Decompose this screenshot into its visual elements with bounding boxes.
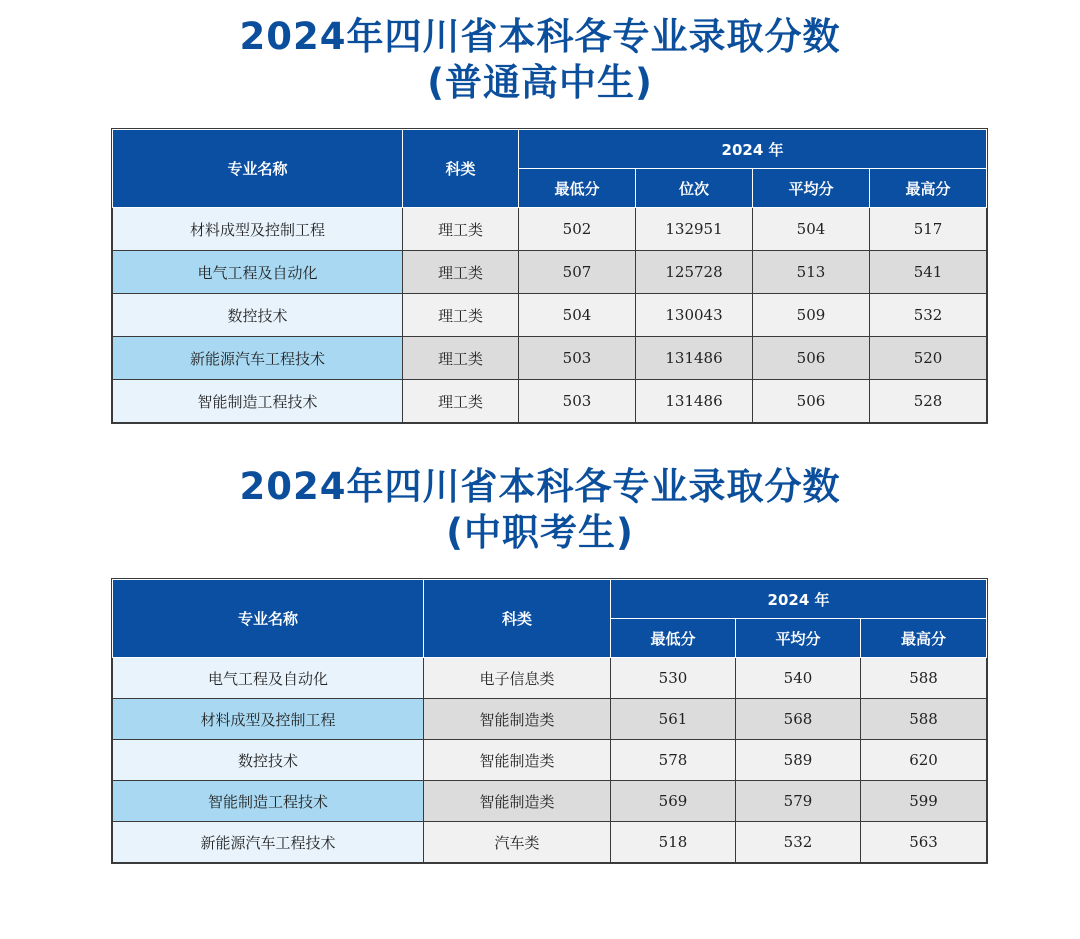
rank-cell: 125728 [636, 251, 753, 294]
min-score-cell: 503 [519, 380, 636, 423]
category-cell: 电子信息类 [424, 658, 611, 699]
header-category: 科类 [424, 580, 611, 658]
major-cell: 智能制造工程技术 [113, 781, 424, 822]
admission-table-general [112, 129, 987, 423]
header-min-score: 最低分 [519, 169, 636, 208]
header-major: 专业名称 [113, 580, 424, 658]
header-min-score: 最低分 [611, 619, 736, 658]
category-cell: 汽车类 [424, 822, 611, 863]
table-row [113, 380, 987, 423]
table-row [113, 658, 987, 699]
table-row [113, 337, 987, 380]
max-score-cell: 588 [861, 658, 987, 699]
max-score-cell: 528 [870, 380, 987, 423]
section1-title [0, 14, 1080, 106]
major-cell: 材料成型及控制工程 [113, 208, 403, 251]
min-score-cell: 518 [611, 822, 736, 863]
min-score-cell: 578 [611, 740, 736, 781]
major-cell: 新能源汽车工程技术 [113, 337, 403, 380]
header-year: 2024 年 [611, 580, 987, 619]
table-row [113, 781, 987, 822]
category-cell: 理工类 [403, 380, 519, 423]
header-max-score: 最高分 [861, 619, 987, 658]
header-max-score: 最高分 [870, 169, 987, 208]
category-cell: 理工类 [403, 294, 519, 337]
min-score-cell: 530 [611, 658, 736, 699]
max-score-cell: 520 [870, 337, 987, 380]
rank-cell: 132951 [636, 208, 753, 251]
avg-score-cell: 506 [753, 337, 870, 380]
category-cell: 理工类 [403, 251, 519, 294]
section1-title-line2: (普通高中生) [427, 61, 653, 104]
max-score-cell: 620 [861, 740, 987, 781]
avg-score-cell: 513 [753, 251, 870, 294]
header-avg-score: 平均分 [753, 169, 870, 208]
admission-table-vocational [112, 579, 987, 863]
table-row [113, 251, 987, 294]
avg-score-cell: 504 [753, 208, 870, 251]
table-row [113, 822, 987, 863]
max-score-cell: 517 [870, 208, 987, 251]
min-score-cell: 502 [519, 208, 636, 251]
category-cell: 智能制造类 [424, 740, 611, 781]
table-row [113, 740, 987, 781]
category-cell: 理工类 [403, 208, 519, 251]
category-cell: 智能制造类 [424, 699, 611, 740]
avg-score-cell: 532 [736, 822, 861, 863]
header-avg-score: 平均分 [736, 619, 861, 658]
table-row [113, 699, 987, 740]
min-score-cell: 561 [611, 699, 736, 740]
min-score-cell: 504 [519, 294, 636, 337]
rank-cell: 130043 [636, 294, 753, 337]
avg-score-cell: 540 [736, 658, 861, 699]
section2-title-line1: 2024年四川省本科各专业录取分数 [239, 465, 841, 508]
rank-cell: 131486 [636, 380, 753, 423]
rank-cell: 131486 [636, 337, 753, 380]
min-score-cell: 507 [519, 251, 636, 294]
table-row [113, 294, 987, 337]
header-category: 科类 [403, 130, 519, 208]
avg-score-cell: 509 [753, 294, 870, 337]
min-score-cell: 503 [519, 337, 636, 380]
table-row [113, 208, 987, 251]
max-score-cell: 532 [870, 294, 987, 337]
min-score-cell: 569 [611, 781, 736, 822]
max-score-cell: 563 [861, 822, 987, 863]
section2-title [0, 464, 1080, 556]
major-cell: 电气工程及自动化 [113, 251, 403, 294]
header-rank: 位次 [636, 169, 753, 208]
major-cell: 材料成型及控制工程 [113, 699, 424, 740]
major-cell: 新能源汽车工程技术 [113, 822, 424, 863]
max-score-cell: 588 [861, 699, 987, 740]
header-year: 2024 年 [519, 130, 987, 169]
header-major: 专业名称 [113, 130, 403, 208]
major-cell: 智能制造工程技术 [113, 380, 403, 423]
major-cell: 数控技术 [113, 294, 403, 337]
major-cell: 数控技术 [113, 740, 424, 781]
avg-score-cell: 568 [736, 699, 861, 740]
category-cell: 智能制造类 [424, 781, 611, 822]
avg-score-cell: 506 [753, 380, 870, 423]
max-score-cell: 599 [861, 781, 987, 822]
avg-score-cell: 589 [736, 740, 861, 781]
section1-title-line1: 2024年四川省本科各专业录取分数 [239, 15, 841, 58]
max-score-cell: 541 [870, 251, 987, 294]
major-cell: 电气工程及自动化 [113, 658, 424, 699]
category-cell: 理工类 [403, 337, 519, 380]
section2-title-line2: (中职考生) [446, 511, 634, 554]
avg-score-cell: 579 [736, 781, 861, 822]
